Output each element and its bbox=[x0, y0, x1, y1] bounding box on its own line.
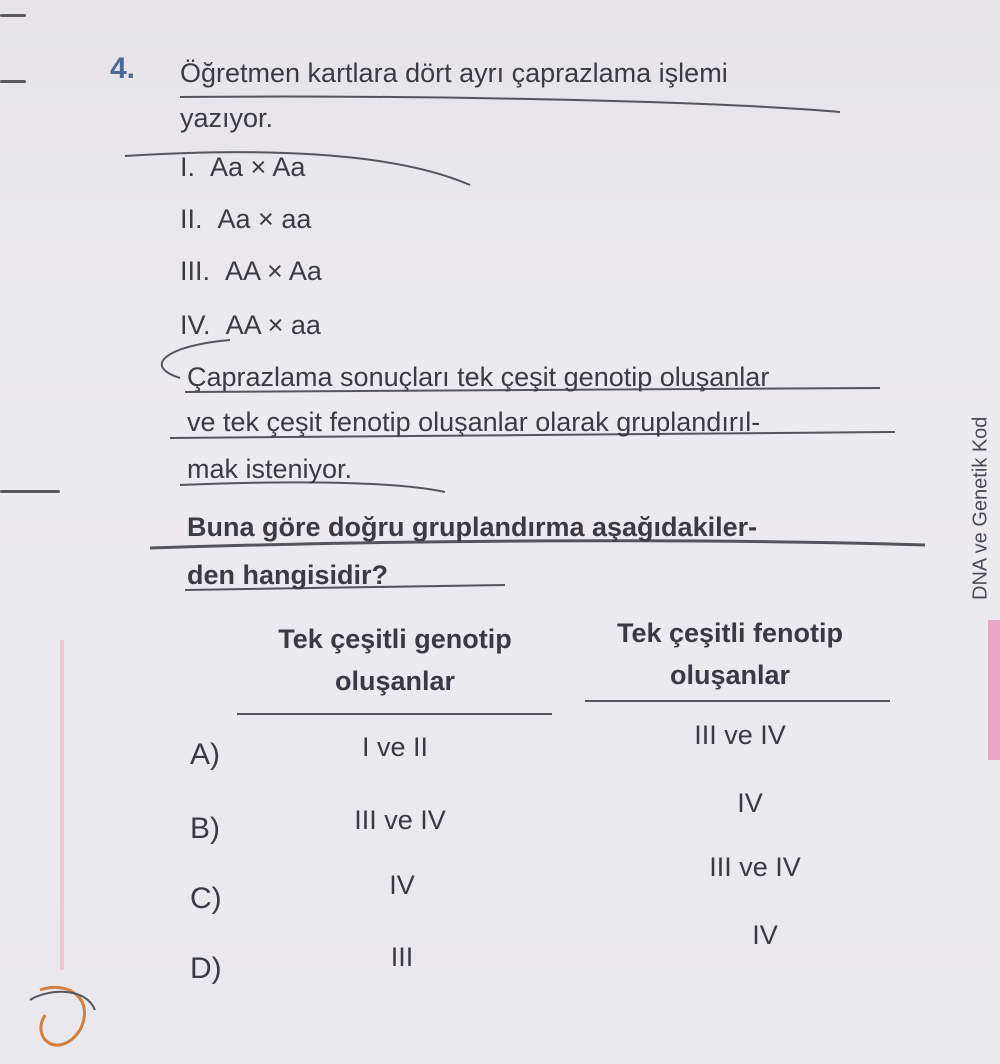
prompt-line-2: den hangisidir? bbox=[187, 560, 389, 590]
question-number: 4. bbox=[110, 52, 136, 85]
prompt-line-1: Buna göre doğru gruplandırma aşağıdakiler- bbox=[187, 512, 758, 542]
question-intro-line-2: yazıyor. bbox=[180, 103, 274, 133]
option-b-phenotype: IV bbox=[737, 788, 763, 818]
option-d-genotype: III bbox=[390, 942, 414, 972]
option-b-genotype: III ve IV bbox=[354, 805, 446, 835]
phenotype-column-header: Tek çeşitli fenotip oluşanlar bbox=[616, 618, 844, 690]
question-intro-line-1: Öğretmen kartlara dört ayrı çaprazlama işlemi bbox=[180, 58, 728, 88]
cross-item: III. AA × Aa bbox=[180, 256, 322, 286]
option-label-b[interactable]: B) bbox=[190, 812, 220, 845]
cross-item: II. Aa × aa bbox=[180, 204, 312, 234]
section-tab bbox=[988, 620, 1000, 760]
option-d-phenotype: IV bbox=[752, 920, 778, 950]
option-a-genotype: I ve II bbox=[361, 732, 429, 762]
option-label-a[interactable]: A) bbox=[190, 738, 220, 771]
cross-item: IV. AA × aa bbox=[180, 310, 321, 340]
option-c-genotype: IV bbox=[389, 870, 415, 900]
header-rule bbox=[585, 700, 890, 702]
instruction-line-3: mak isteniyor. bbox=[187, 454, 353, 484]
option-a-phenotype: III ve IV bbox=[694, 720, 786, 750]
option-label-d[interactable]: D) bbox=[190, 952, 222, 985]
genotype-column-header: Tek çeşitli genotip oluşanlar bbox=[278, 624, 512, 696]
header-rule bbox=[237, 713, 552, 715]
instruction-line-1: Çaprazlama sonuçları tek çeşit genotip oluşanlar bbox=[187, 362, 770, 392]
section-label: DNA ve Genetik Kod bbox=[969, 416, 992, 600]
instruction-line-2: ve tek çeşit fenotip oluşanlar olarak gruplandırıl- bbox=[187, 407, 761, 437]
option-c-phenotype: III ve IV bbox=[709, 852, 801, 882]
cross-item: I. Aa × Aa bbox=[180, 152, 306, 182]
option-label-c[interactable]: C) bbox=[190, 882, 222, 915]
